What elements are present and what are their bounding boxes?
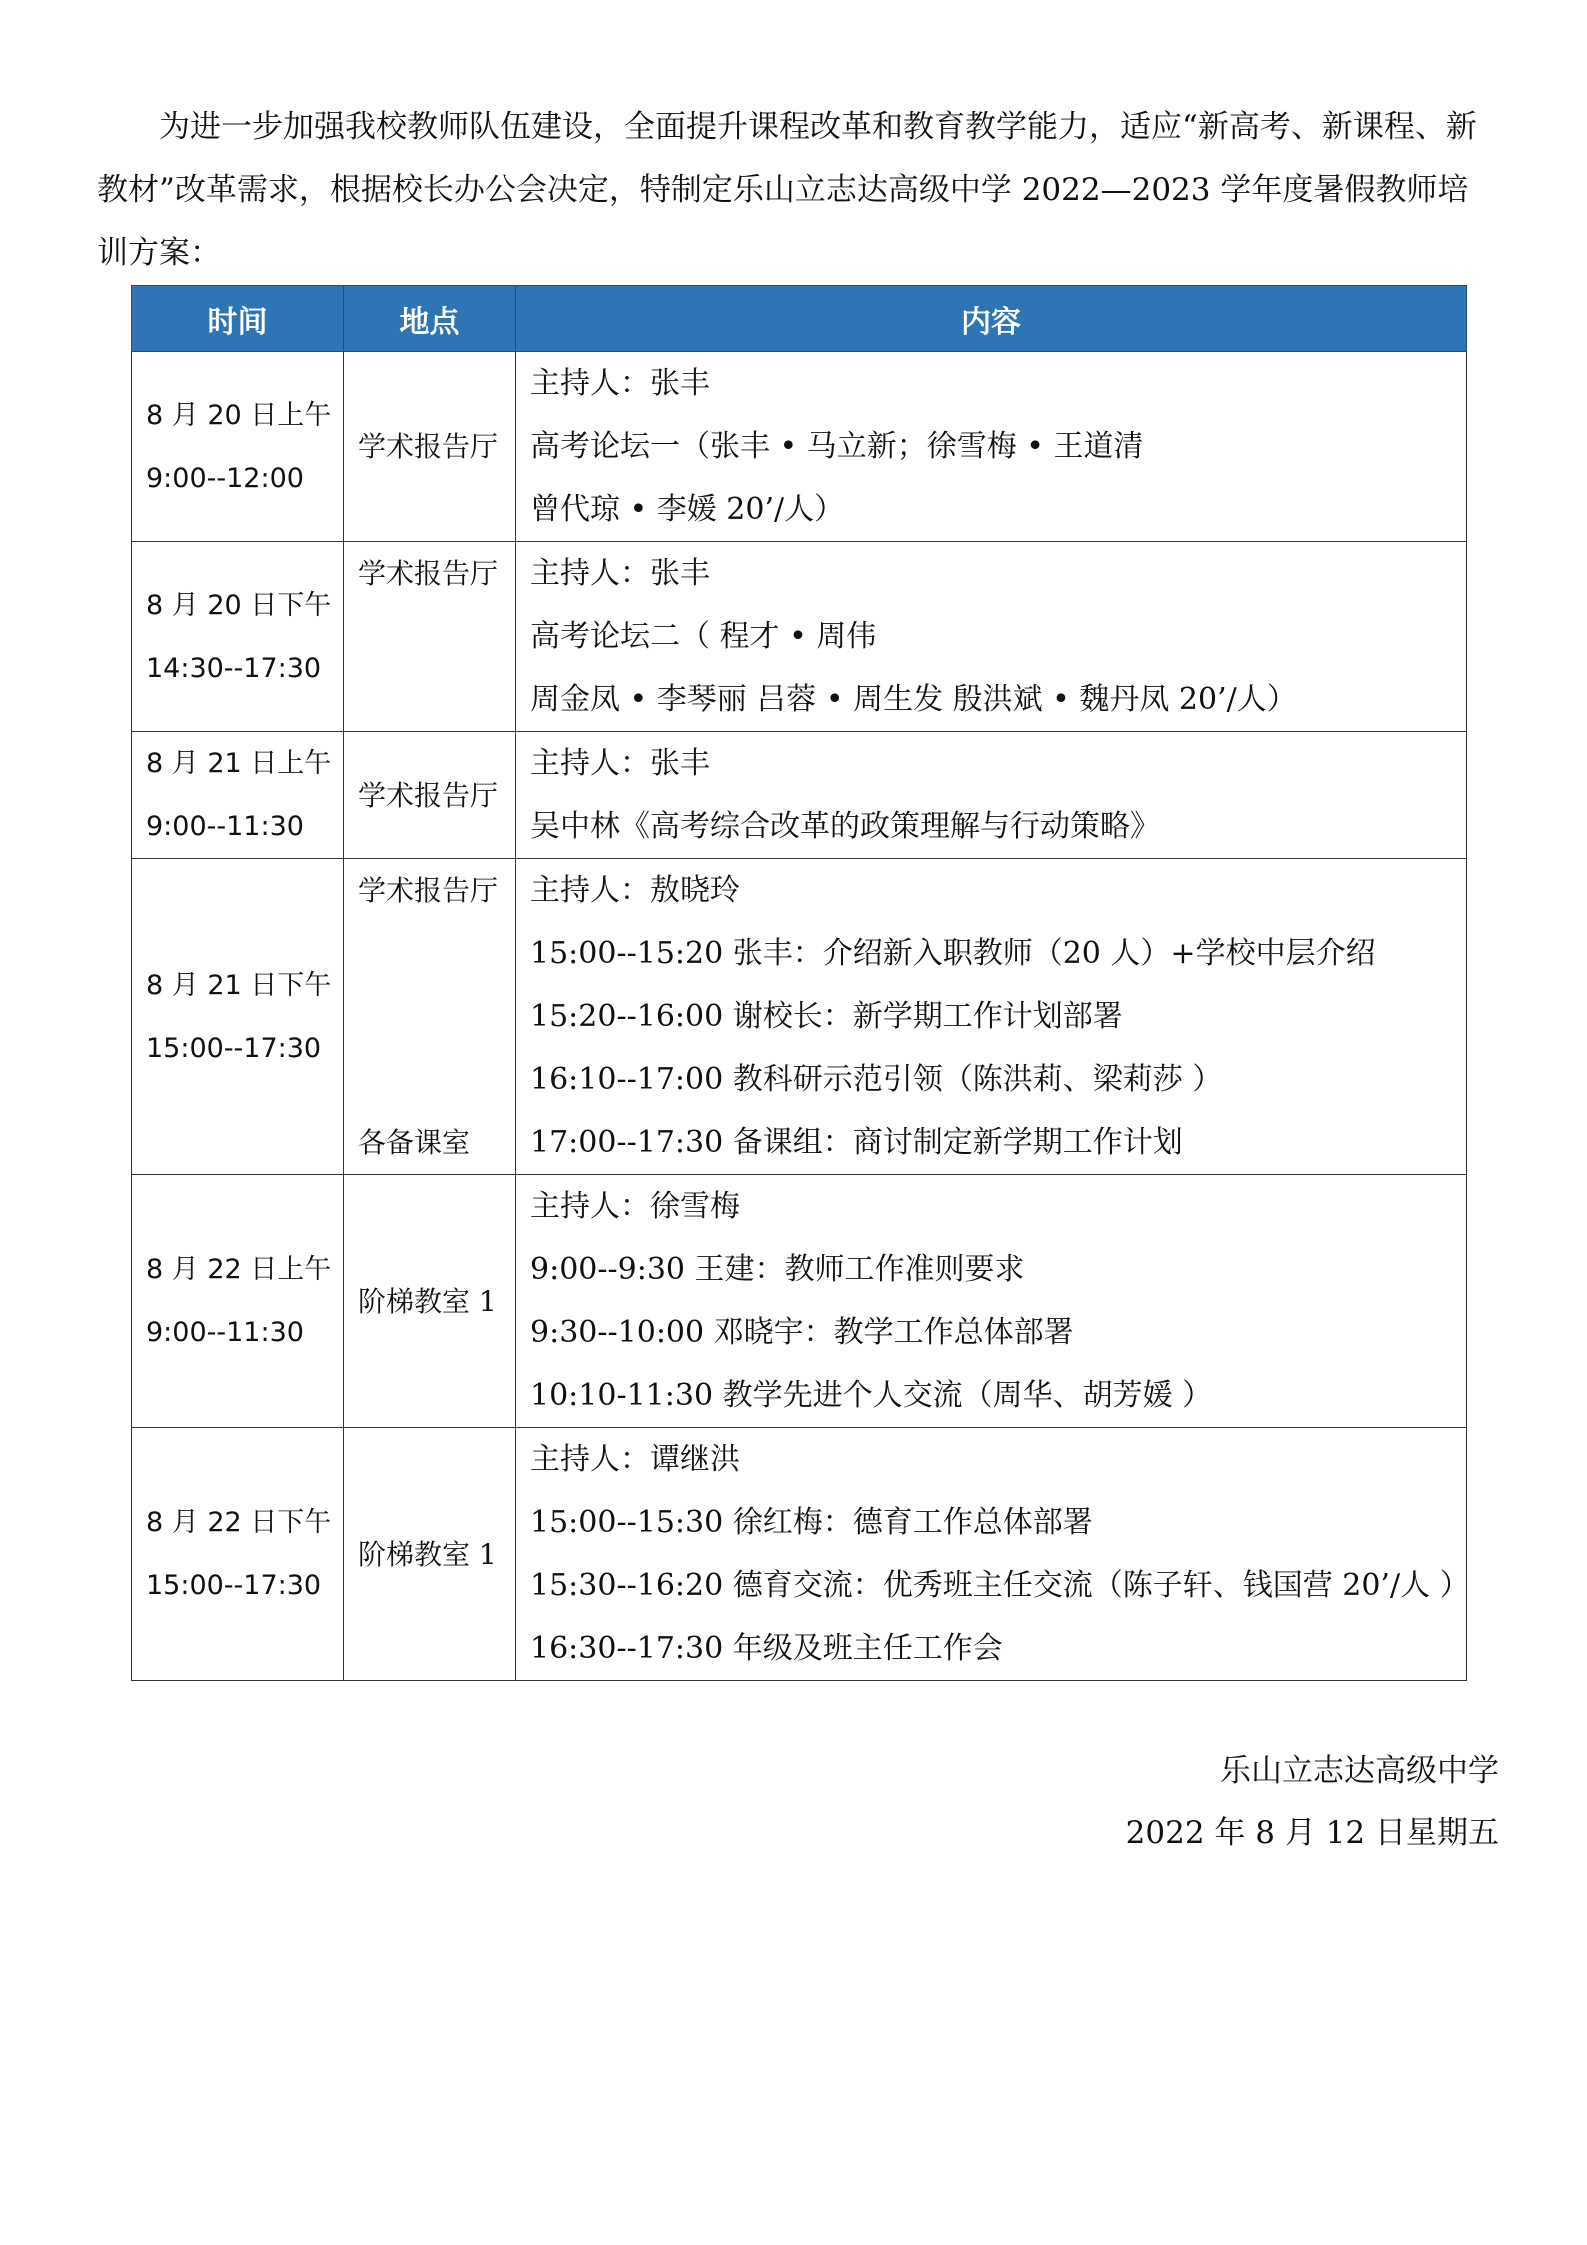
content-line: 16:30--17:30 年级及班主任工作会	[530, 1631, 1003, 1666]
location-text: 各备课室	[358, 1126, 471, 1159]
content-cell	[516, 1175, 1467, 1428]
date-text: 8 月 22 日上午	[146, 1254, 332, 1285]
table-header-row	[132, 286, 1467, 352]
content-line: 主持人：张丰	[530, 366, 710, 401]
date-text: 8 月 20 日上午	[146, 399, 332, 431]
issuing-school: 乐山立志达高级中学	[1220, 1753, 1499, 1789]
content-line: 15:00--15:20 张丰：介绍新入职教师（20 人）+学校中层介绍	[530, 936, 1376, 971]
time-range-text: 15:00--17:30	[146, 1032, 322, 1064]
location-cell	[344, 732, 516, 859]
date-text: 8 月 21 日下午	[146, 969, 332, 1001]
location-text: 阶梯教室 1	[358, 1537, 497, 1571]
location-text: 学术报告厅	[358, 430, 499, 463]
content-line: 15:30--16:20 德育交流：优秀班主任交流（陈子轩、钱国营 20’/人 ）	[530, 1568, 1470, 1603]
location-text: 阶梯教室 1	[358, 1284, 497, 1318]
content-line: 16:10--17:00 教科研示范引领（陈洪莉、梁莉莎 ）	[530, 1062, 1223, 1097]
time-cell	[132, 352, 344, 542]
content-cell	[516, 732, 1467, 859]
time-range-text: 14:30--17:30	[146, 652, 322, 684]
table-row	[132, 859, 1467, 1175]
content-line: 10:10-11:30 教学先进个人交流（周华、胡芳媛 ）	[530, 1378, 1213, 1413]
content-line: 主持人：徐雪梅	[530, 1189, 740, 1224]
location-text: 学术报告厅	[358, 778, 499, 812]
content-line: 吴中林《高考综合改革的政策理解与行动策略》	[530, 809, 1160, 844]
content-cell	[516, 859, 1467, 1175]
location-cell	[344, 542, 516, 732]
content-line: 15:00--15:30 徐红梅：德育工作总体部署	[530, 1505, 1093, 1540]
time-range-text: 9:00--11:30	[146, 1317, 304, 1348]
intro-paragraph: 为进一步加强我校教师队伍建设，全面提升课程改革和教育教学能力，适应“新高考、新课程、新教材”改革需求，根据校长办公会决定，特制定乐山立志达高级中学 2022—2023 学年度暑假教师培训方案：	[97, 109, 1477, 271]
header-time: 时间	[132, 286, 344, 352]
table-row	[132, 1175, 1467, 1428]
location-spacer	[358, 922, 515, 1111]
time-range-text: 9:00--12:00	[146, 462, 304, 494]
content-cell	[516, 542, 1467, 732]
table-row	[132, 542, 1467, 732]
location-cell	[344, 1428, 516, 1681]
time-cell	[132, 732, 344, 859]
location-text: 学术报告厅	[358, 557, 499, 590]
content-line: 高考论坛一（张丰 • 马立新；徐雪梅 • 王道清	[530, 429, 1144, 464]
time-cell	[132, 542, 344, 732]
content-line: 主持人：谭继洪	[530, 1442, 740, 1477]
table-row	[132, 352, 1467, 542]
content-cell	[516, 1428, 1470, 1681]
content-line: 9:00--9:30 王建：教师工作准则要求	[530, 1252, 1025, 1287]
date-text: 8 月 22 日下午	[146, 1507, 332, 1538]
table-row	[132, 1428, 1467, 1681]
table-row	[132, 732, 1467, 859]
content-line: 周金凤 • 李琴丽 吕蓉 • 周生发 殷洪斌 • 魏丹凤 20’/人）	[530, 682, 1297, 717]
location-text: 学术报告厅	[358, 874, 499, 907]
content-line: 9:30--10:00 邓晓宇：教学工作总体部署	[530, 1315, 1074, 1350]
content-line: 17:00--17:30 备课组：商讨制定新学期工作计划	[530, 1125, 1183, 1160]
date-text: 8 月 20 日下午	[146, 589, 332, 621]
location-cell	[344, 1175, 516, 1428]
time-cell	[132, 859, 344, 1175]
content-line: 主持人：张丰	[530, 746, 710, 781]
issue-date: 2022 年 8 月 12 日星期五	[1125, 1815, 1499, 1851]
time-range-text: 9:00--11:30	[146, 811, 304, 842]
content-line: 主持人：敖晓玲	[530, 873, 740, 908]
content-line: 主持人：张丰	[530, 556, 710, 591]
content-cell	[516, 352, 1467, 542]
header-location: 地点	[344, 286, 516, 352]
time-cell	[132, 1175, 344, 1428]
time-cell	[132, 1428, 344, 1681]
location-cell	[344, 352, 516, 542]
date-text: 8 月 21 日上午	[146, 748, 332, 779]
training-schedule-table	[131, 285, 1470, 1681]
content-line: 高考论坛二（ 程才 • 周伟	[530, 619, 877, 654]
content-line: 曾代琼 • 李媛 20’/人）	[530, 492, 845, 527]
location-cell	[344, 859, 516, 1175]
content-line: 15:20--16:00 谢校长：新学期工作计划部署	[530, 999, 1123, 1034]
time-range-text: 15:00--17:30	[146, 1570, 322, 1601]
header-content: 内容	[516, 286, 1467, 352]
